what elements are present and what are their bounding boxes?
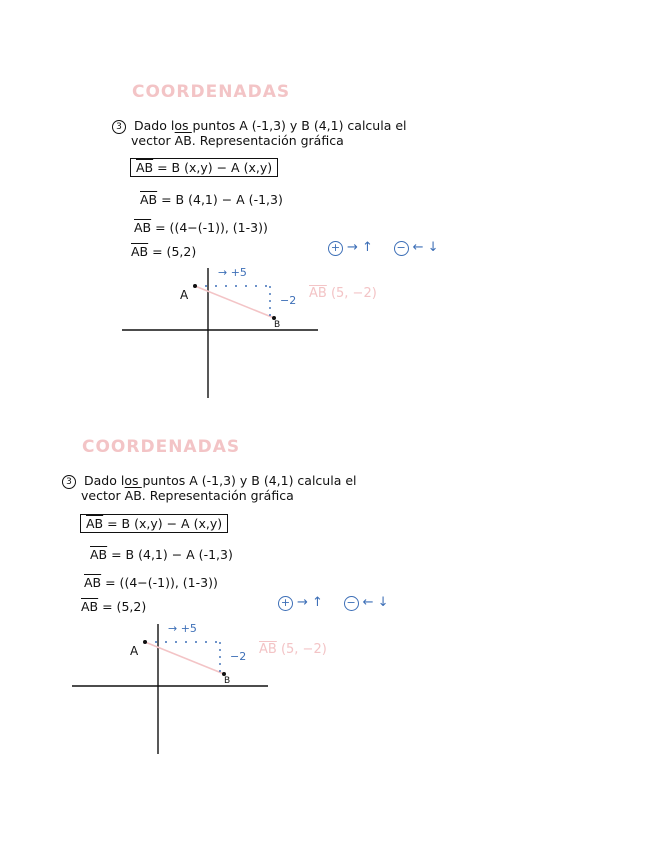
step1-vector: $\overline{AB}$ (90, 547, 108, 562)
formula-vector: $\overline{AB}$ (136, 160, 154, 175)
step2-body: = ((4−(-1)), (1-3)) (151, 220, 268, 235)
plus-sign-icon: + (278, 596, 293, 611)
step3-vector: $\overline{AB}$ (81, 599, 99, 614)
plus-arrows: → ↑ (297, 595, 323, 610)
statement-text: Dado los puntos A (-1,3) y B (4,1) calcula el (84, 473, 357, 488)
step3-vector: $\overline{AB}$ (131, 244, 149, 259)
minus-sign-icon: − (344, 596, 359, 611)
section-title: COORDENADAS (132, 82, 291, 102)
step2-vector: $\overline{AB}$ (84, 575, 102, 590)
step3-body: = (5,2) (148, 244, 197, 259)
step1-vector: $\overline{AB}$ (140, 192, 158, 207)
statement-vector: $\overline{AB}$ (174, 133, 192, 148)
point-a-label: A (130, 644, 139, 658)
dx-label: → +5 (168, 622, 197, 635)
dy-label: −2 (280, 294, 297, 307)
minus-sign-icon: − (394, 241, 409, 256)
dx-label: → +5 (218, 266, 247, 279)
statement-prefix: vector (131, 133, 171, 148)
step1-body: = B (4,1) − A (-1,3) (107, 547, 233, 562)
statement-vector: $\overline{AB}$ (124, 488, 142, 503)
step3-body: = (5,2) (98, 599, 147, 614)
formula-body: = B (x,y) − A (x,y) (153, 160, 273, 175)
statement-prefix: vector (81, 488, 121, 503)
point-a-label: A (180, 288, 189, 302)
step2-vector: $\overline{AB}$ (134, 220, 152, 235)
point-b-label: B (224, 676, 231, 686)
formula-body: = B (x,y) − A (x,y) (103, 516, 223, 531)
result-vector: $\overline{AB}$ (309, 286, 327, 301)
section-title: COORDENADAS (82, 437, 241, 457)
step2-body: = ((4−(-1)), (1-3)) (101, 575, 218, 590)
vector-result (259, 642, 327, 657)
minus-arrows: ← ↓ (362, 595, 389, 610)
statement-text: Dado los puntos A (-1,3) y B (4,1) calcula el (134, 118, 407, 133)
statement-suffix: . Representación gráfica (191, 133, 344, 148)
vector-ab-line (145, 642, 224, 674)
plus-sign-icon: + (328, 241, 343, 256)
point-b-label: B (274, 320, 281, 330)
step1-body: = B (4,1) − A (-1,3) (157, 192, 283, 207)
minus-arrows: ← ↓ (412, 240, 439, 255)
point-a-dot (143, 640, 147, 644)
result-value: (5, −2) (326, 286, 377, 301)
result-value: (5, −2) (276, 642, 327, 657)
dy-label: −2 (230, 650, 247, 663)
formula-vector: $\overline{AB}$ (86, 516, 104, 531)
statement-suffix: . Representación gráfica (141, 488, 294, 503)
plus-arrows: → ↑ (347, 240, 373, 255)
problem-number: 3 (62, 475, 76, 489)
problem-number: 3 (112, 120, 126, 134)
result-vector: $\overline{AB}$ (259, 642, 277, 657)
